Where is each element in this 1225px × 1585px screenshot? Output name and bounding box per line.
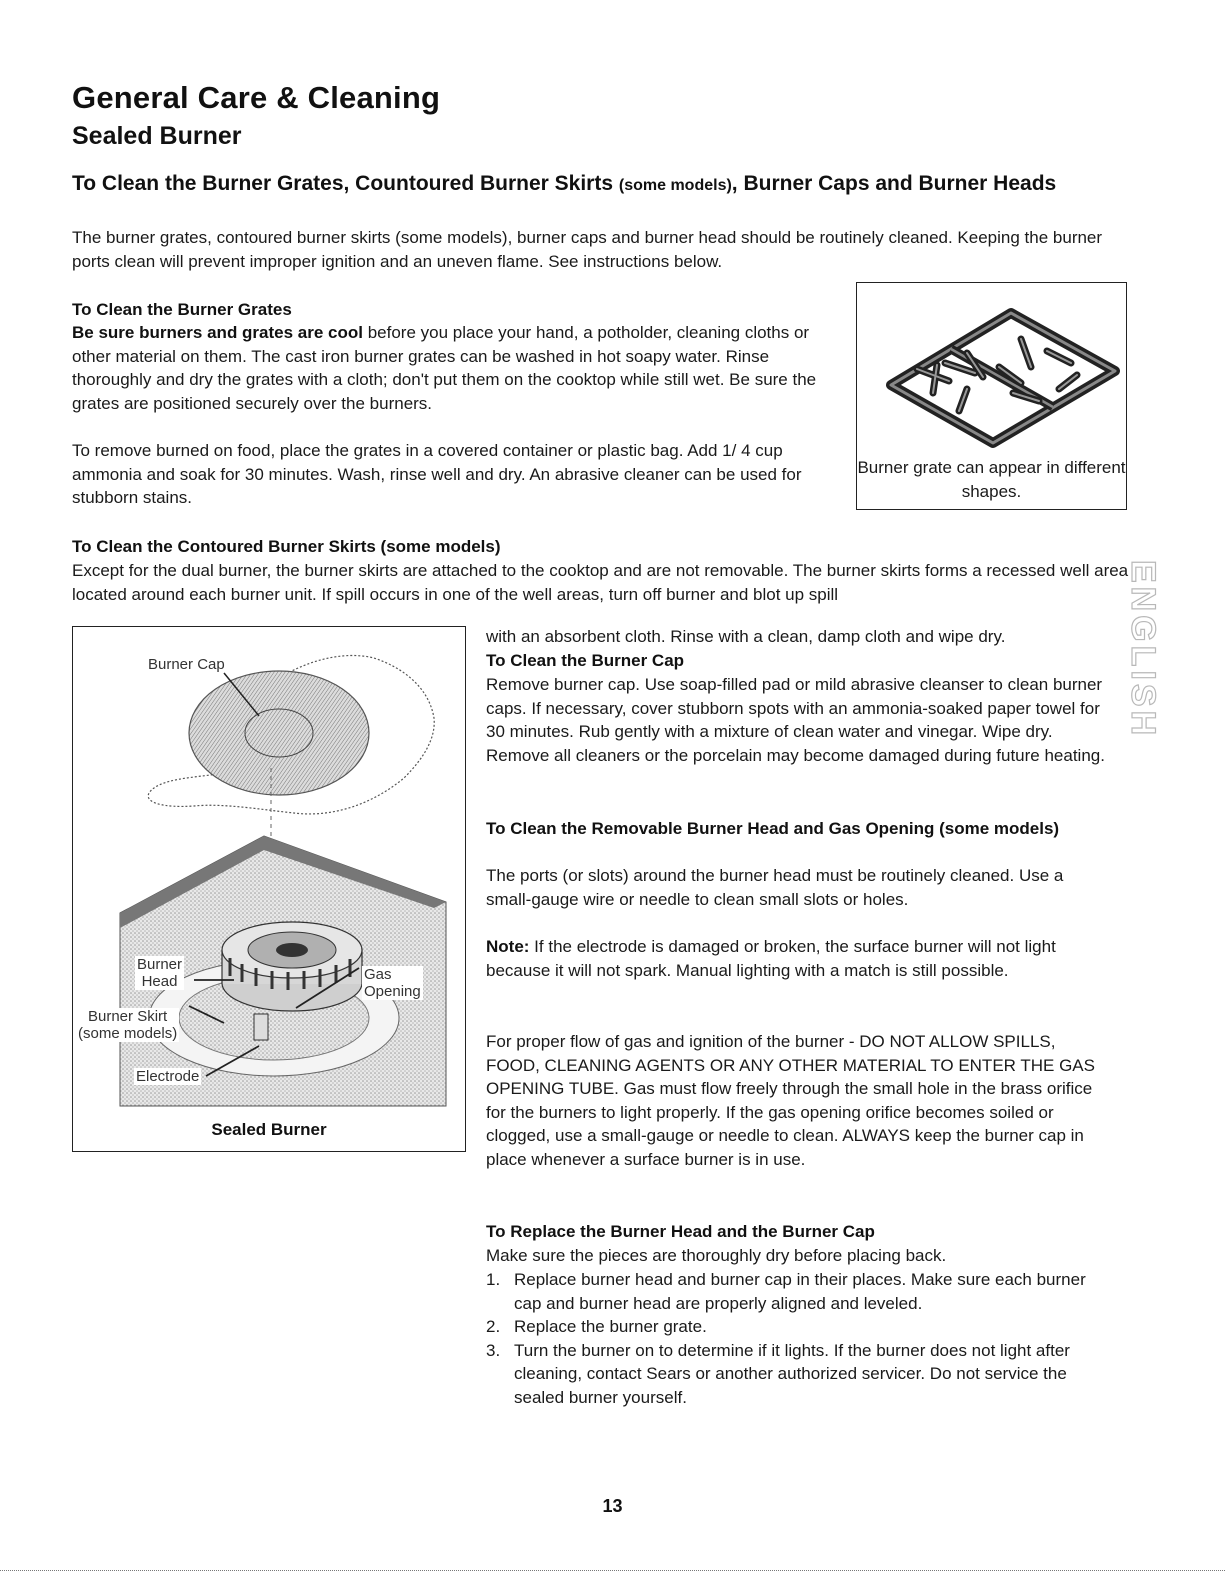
head-heading: To Clean the Removable Burner Head and Gas Opening (some models)	[486, 819, 1060, 838]
page-title: General Care & Cleaning	[72, 80, 441, 115]
label-burner-head	[135, 956, 184, 990]
note-paragraph	[486, 935, 1106, 982]
label-gas-opening-line1: Gas	[364, 966, 392, 983]
grates-heading: To Clean the Burner Grates	[72, 300, 292, 319]
replace-heading: To Replace the Burner Head and the Burner Cap	[486, 1222, 875, 1241]
skirts-paragraph-continued: with an absorbent cloth. Rinse with a clean, damp cloth and wipe dry.	[486, 627, 1006, 646]
grates-paragraph-2: To remove burned on food, place the grates in a covered container or plastic bag. Add 1/ 4 cup ammonia and soak for 30 minutes. Wash, rinse well and dry. An abrasive cleaner can be used for stubborn stains.	[72, 441, 802, 507]
step-number: 3.	[486, 1340, 501, 1360]
label-burner-skirt-line1: Burner Skirt	[88, 1008, 168, 1025]
label-burner-skirt-line2: (some models)	[78, 1025, 178, 1042]
flow-paragraph: For proper flow of gas and ignition of the burner - DO NOT ALLOW SPILLS, FOOD, CLEANING AGENTS OR ANY OTHER MATERIAL TO ENTER THE GAS OPENING TUBE. Gas must flow freely through the small hole in the brass orifice for the burners to light properly. If the gas opening orifice becomes soiled or clogged, use a small-gauge or needle to clean. ALWAYS keep the burner cap in place whenever a surface burner is in use.	[486, 1032, 1095, 1169]
step-text: Replace burner head and burner cap in their places. Make sure each burner cap and burner head are properly aligned and leveled.	[514, 1270, 1086, 1313]
head-paragraph: The ports (or slots) around the burner head must be routinely cleaned. Use a small-gauge wire or needle to clean small slots or holes.	[486, 866, 1064, 909]
grates-paragraph-1-text: before you place your hand, a potholder, cleaning cloths or other material on them. The cast iron burner grates can be washed in hot soapy water. Rinse thoroughly and dry the grates with a cloth; don't put them on the cooktop while still wet. Be sure the grates are positioned securely over the burners.	[72, 323, 817, 413]
note-label: Note:	[486, 937, 530, 956]
skirts-heading: To Clean the Contoured Burner Skirts (some models)	[72, 537, 501, 556]
replace-paragraph: Make sure the pieces are thoroughly dry before placing back.	[486, 1246, 947, 1265]
replace-steps	[486, 1268, 1116, 1409]
grates-lead: Be sure burners and grates are cool	[72, 323, 363, 342]
grates-paragraph-1	[72, 321, 842, 415]
note-text: If the electrode is damaged or broken, the surface burner will not light because it will not spark. Manual lighting with a match is still possible.	[486, 937, 1056, 980]
section-title-small: (some models)	[618, 177, 732, 194]
step-text: Replace the burner grate.	[514, 1317, 707, 1336]
language-tab-label: ENGLISH	[1124, 560, 1162, 740]
label-burner-cap: Burner Cap	[148, 656, 225, 673]
section-title	[72, 170, 1102, 200]
page-number: 13	[602, 1496, 623, 1516]
section-title-part2: , Burner Caps and Burner Heads	[731, 172, 1057, 195]
label-gas-opening	[362, 966, 423, 1000]
grate-figure-caption: Burner grate can appear in different shapes.	[857, 458, 1126, 501]
step-item	[486, 1339, 1116, 1410]
burner-grate-illustration	[857, 283, 1125, 453]
cap-paragraph: Remove burner cap. Use soap-filled pad or mild abrasive cleanser to clean burner caps. If necessary, cover stubborn spots with an ammonia-soaked paper towel for 30 minutes. Rub gently with a mixture of clean water and vinegar. Wipe dry. Remove all cleaners or the porcelain may become damaged during future heating.	[486, 675, 1105, 765]
label-burner-head-line2: Head	[141, 973, 178, 990]
label-electrode: Electrode	[136, 1068, 200, 1085]
skirts-paragraph: Except for the dual burner, the burner skirts are attached to the cooktop and are not removable. The burner skirts forms a recessed well area located around each burner unit. If spill occurs in one of the well areas, turn off burner and blot up spill	[72, 561, 1129, 604]
label-burner-head-line1: Burner	[137, 956, 183, 973]
step-item	[486, 1268, 1116, 1315]
section-title-part1: To Clean the Burner Grates, Countoured Burner Skirts	[72, 172, 619, 195]
intro-paragraph: The burner grates, contoured burner skirts (some models), burner caps and burner head should be routinely cleaned. Keeping the burner ports clean will prevent improper ignition and an uneven flame. See instructions below.	[72, 228, 1103, 271]
bottom-divider	[0, 1570, 1225, 1571]
label-burner-skirt	[76, 1008, 179, 1042]
step-number: 2.	[486, 1317, 501, 1336]
page-subtitle: Sealed Burner	[72, 122, 242, 150]
step-number: 1.	[486, 1270, 501, 1289]
cap-heading: To Clean the Burner Cap	[486, 651, 685, 670]
sealed-burner-caption: Sealed Burner	[211, 1120, 327, 1139]
language-tab	[1124, 560, 1164, 740]
step-text: Turn the burner on to determine if it lights. If the burner does not light after cleaning, contact Sears or another authorized servicer. Do not service the sealed burner yourself.	[514, 1340, 1070, 1407]
label-gas-opening-line2: Opening	[364, 983, 421, 1000]
step-item	[486, 1315, 1116, 1339]
